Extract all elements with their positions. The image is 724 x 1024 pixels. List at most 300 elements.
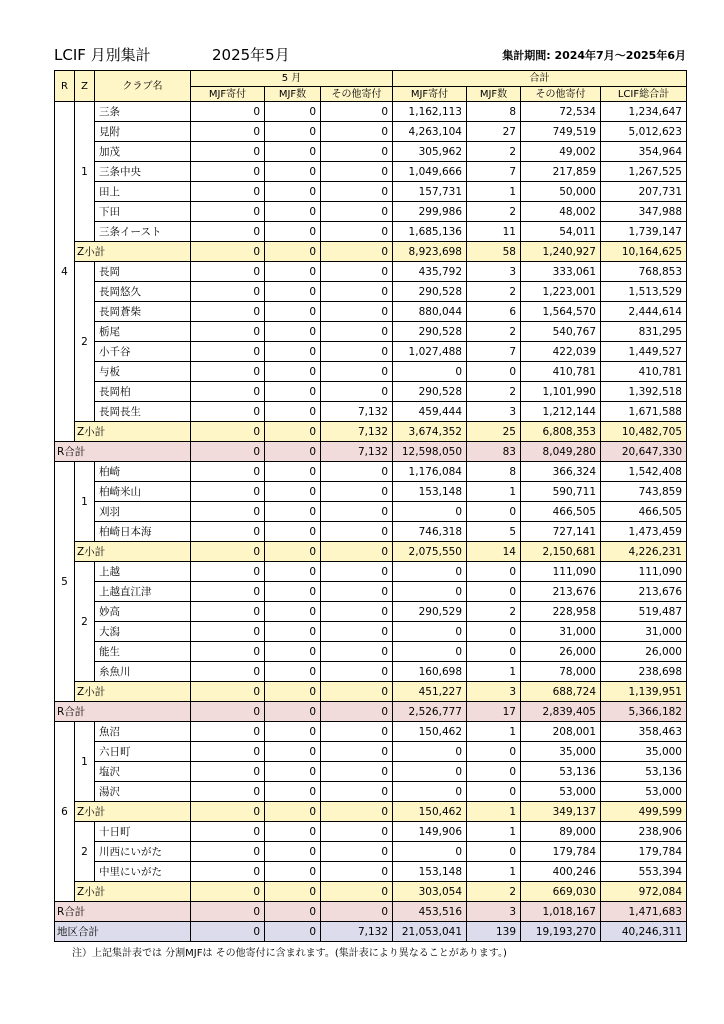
cell-t-cnt: 5 bbox=[467, 522, 521, 542]
table-row bbox=[55, 782, 687, 802]
club-name: 魚沼 bbox=[95, 722, 191, 742]
cell-t-mjf: 0 bbox=[393, 642, 467, 662]
cell-t-other: 540,767 bbox=[521, 322, 601, 342]
header-lcif-total: LCIF総合計 bbox=[601, 87, 687, 102]
cell-t-cnt: 8 bbox=[467, 462, 521, 482]
cell-m-other: 0 bbox=[321, 242, 393, 262]
club-name: 塩沢 bbox=[95, 762, 191, 782]
cell-m-mjf: 0 bbox=[191, 762, 265, 782]
cell-t-mjf: 160,698 bbox=[393, 662, 467, 682]
club-name: 六日町 bbox=[95, 742, 191, 762]
cell-t-cnt: 0 bbox=[467, 762, 521, 782]
cell-m-mjf: 0 bbox=[191, 562, 265, 582]
cell-t-other: 590,711 bbox=[521, 482, 601, 502]
table-row bbox=[55, 102, 687, 122]
zone-number: 2 bbox=[75, 822, 95, 882]
cell-t-mjf: 0 bbox=[393, 562, 467, 582]
cell-t-lcif: 5,366,182 bbox=[601, 702, 687, 722]
cell-m-other: 0 bbox=[321, 842, 393, 862]
cell-m-mjf: 0 bbox=[191, 882, 265, 902]
cell-t-cnt: 83 bbox=[467, 442, 521, 462]
cell-m-mjf: 0 bbox=[191, 402, 265, 422]
cell-m-mjf: 0 bbox=[191, 602, 265, 622]
cell-t-cnt: 0 bbox=[467, 582, 521, 602]
cell-m-other: 0 bbox=[321, 162, 393, 182]
cell-m-other: 0 bbox=[321, 382, 393, 402]
zone-number: 2 bbox=[75, 562, 95, 682]
cell-t-cnt: 2 bbox=[467, 382, 521, 402]
cell-m-other: 0 bbox=[321, 722, 393, 742]
club-name: 柏崎 bbox=[95, 462, 191, 482]
cell-m-other: 0 bbox=[321, 782, 393, 802]
zone-subtotal-row bbox=[55, 882, 687, 902]
cell-t-other: 78,000 bbox=[521, 662, 601, 682]
cell-m-cnt: 0 bbox=[265, 262, 321, 282]
cell-t-lcif: 179,784 bbox=[601, 842, 687, 862]
cell-t-other: 669,030 bbox=[521, 882, 601, 902]
cell-m-mjf: 0 bbox=[191, 262, 265, 282]
cell-t-cnt: 1 bbox=[467, 182, 521, 202]
cell-t-other: 366,324 bbox=[521, 462, 601, 482]
region-total-row bbox=[55, 902, 687, 922]
table-row bbox=[55, 862, 687, 882]
cell-m-other: 0 bbox=[321, 102, 393, 122]
cell-t-other: 111,090 bbox=[521, 562, 601, 582]
cell-t-other: 208,001 bbox=[521, 722, 601, 742]
cell-t-cnt: 1 bbox=[467, 482, 521, 502]
cell-m-other: 0 bbox=[321, 682, 393, 702]
cell-t-cnt: 1 bbox=[467, 662, 521, 682]
cell-t-other: 8,049,280 bbox=[521, 442, 601, 462]
cell-t-mjf: 303,054 bbox=[393, 882, 467, 902]
cell-t-mjf: 157,731 bbox=[393, 182, 467, 202]
cell-m-cnt: 0 bbox=[265, 682, 321, 702]
cell-t-lcif: 10,164,625 bbox=[601, 242, 687, 262]
cell-t-lcif: 26,000 bbox=[601, 642, 687, 662]
cell-t-mjf: 290,528 bbox=[393, 282, 467, 302]
cell-m-cnt: 0 bbox=[265, 642, 321, 662]
cell-t-cnt: 1 bbox=[467, 722, 521, 742]
cell-t-lcif: 35,000 bbox=[601, 742, 687, 762]
header-total-other: その他寄付 bbox=[521, 87, 601, 102]
table-row bbox=[55, 662, 687, 682]
cell-t-mjf: 453,516 bbox=[393, 902, 467, 922]
cell-m-other: 0 bbox=[321, 482, 393, 502]
cell-t-mjf: 435,792 bbox=[393, 262, 467, 282]
cell-t-mjf: 290,528 bbox=[393, 322, 467, 342]
cell-t-other: 349,137 bbox=[521, 802, 601, 822]
cell-t-lcif: 831,295 bbox=[601, 322, 687, 342]
cell-t-other: 2,150,681 bbox=[521, 542, 601, 562]
cell-t-mjf: 149,906 bbox=[393, 822, 467, 842]
cell-m-other: 0 bbox=[321, 302, 393, 322]
table-row bbox=[55, 162, 687, 182]
cell-m-cnt: 0 bbox=[265, 922, 321, 942]
cell-t-mjf: 0 bbox=[393, 742, 467, 762]
cell-t-cnt: 2 bbox=[467, 602, 521, 622]
cell-t-lcif: 466,505 bbox=[601, 502, 687, 522]
cell-m-cnt: 0 bbox=[265, 402, 321, 422]
cell-m-cnt: 0 bbox=[265, 862, 321, 882]
club-name: 長岡柏 bbox=[95, 382, 191, 402]
cell-t-mjf: 290,529 bbox=[393, 602, 467, 622]
cell-m-other: 0 bbox=[321, 802, 393, 822]
cell-m-other: 0 bbox=[321, 282, 393, 302]
cell-t-cnt: 7 bbox=[467, 162, 521, 182]
cell-t-cnt: 3 bbox=[467, 682, 521, 702]
cell-m-other: 0 bbox=[321, 222, 393, 242]
zone-subtotal-label: Z小計 bbox=[75, 422, 191, 442]
table-row bbox=[55, 322, 687, 342]
club-name: 湯沢 bbox=[95, 782, 191, 802]
cell-t-cnt: 0 bbox=[467, 622, 521, 642]
cell-m-cnt: 0 bbox=[265, 282, 321, 302]
table-row bbox=[55, 602, 687, 622]
cell-m-mjf: 0 bbox=[191, 702, 265, 722]
cell-m-cnt: 0 bbox=[265, 742, 321, 762]
cell-t-cnt: 2 bbox=[467, 142, 521, 162]
region-number: 4 bbox=[55, 102, 75, 442]
cell-t-other: 19,193,270 bbox=[521, 922, 601, 942]
cell-t-lcif: 1,542,408 bbox=[601, 462, 687, 482]
report-period: 集計期間: 2024年7月～2025年6月 bbox=[502, 49, 686, 62]
cell-t-other: 53,000 bbox=[521, 782, 601, 802]
club-name: 三条中央 bbox=[95, 162, 191, 182]
cell-t-mjf: 451,227 bbox=[393, 682, 467, 702]
cell-m-cnt: 0 bbox=[265, 602, 321, 622]
region-total-label: R合計 bbox=[55, 902, 191, 922]
club-name: 糸魚川 bbox=[95, 662, 191, 682]
club-name: 川西にいがた bbox=[95, 842, 191, 862]
cell-t-mjf: 1,176,084 bbox=[393, 462, 467, 482]
cell-m-other: 0 bbox=[321, 642, 393, 662]
club-name: 能生 bbox=[95, 642, 191, 662]
cell-m-cnt: 0 bbox=[265, 162, 321, 182]
cell-t-cnt: 11 bbox=[467, 222, 521, 242]
cell-m-cnt: 0 bbox=[265, 782, 321, 802]
region-total-label: R合計 bbox=[55, 702, 191, 722]
zone-number: 1 bbox=[75, 722, 95, 802]
cell-t-lcif: 238,698 bbox=[601, 662, 687, 682]
club-name: 栃尾 bbox=[95, 322, 191, 342]
cell-t-cnt: 6 bbox=[467, 302, 521, 322]
cell-t-mjf: 0 bbox=[393, 782, 467, 802]
table-row bbox=[55, 262, 687, 282]
cell-m-mjf: 0 bbox=[191, 782, 265, 802]
cell-t-cnt: 7 bbox=[467, 342, 521, 362]
table-row bbox=[55, 482, 687, 502]
region-total-row bbox=[55, 702, 687, 722]
cell-m-cnt: 0 bbox=[265, 222, 321, 242]
cell-t-lcif: 1,513,529 bbox=[601, 282, 687, 302]
cell-m-mjf: 0 bbox=[191, 462, 265, 482]
club-name: 妙高 bbox=[95, 602, 191, 622]
cell-t-other: 1,240,927 bbox=[521, 242, 601, 262]
cell-m-mjf: 0 bbox=[191, 902, 265, 922]
cell-t-lcif: 1,267,525 bbox=[601, 162, 687, 182]
club-name: 大潟 bbox=[95, 622, 191, 642]
cell-t-other: 727,141 bbox=[521, 522, 601, 542]
table-row bbox=[55, 222, 687, 242]
cell-m-cnt: 0 bbox=[265, 342, 321, 362]
club-name: 十日町 bbox=[95, 822, 191, 842]
cell-t-other: 1,223,001 bbox=[521, 282, 601, 302]
cell-t-other: 1,212,144 bbox=[521, 402, 601, 422]
cell-m-mjf: 0 bbox=[191, 142, 265, 162]
cell-t-lcif: 354,964 bbox=[601, 142, 687, 162]
zone-subtotal-label: Z小計 bbox=[75, 802, 191, 822]
cell-m-mjf: 0 bbox=[191, 242, 265, 262]
table-row bbox=[55, 502, 687, 522]
cell-t-cnt: 0 bbox=[467, 362, 521, 382]
cell-m-mjf: 0 bbox=[191, 382, 265, 402]
table-row bbox=[55, 522, 687, 542]
table-row bbox=[55, 402, 687, 422]
cell-t-lcif: 768,853 bbox=[601, 262, 687, 282]
cell-t-mjf: 305,962 bbox=[393, 142, 467, 162]
cell-t-other: 89,000 bbox=[521, 822, 601, 842]
region-total-label: R合計 bbox=[55, 442, 191, 462]
cell-m-other: 0 bbox=[321, 342, 393, 362]
cell-m-mjf: 0 bbox=[191, 442, 265, 462]
cell-m-other: 0 bbox=[321, 142, 393, 162]
cell-t-other: 422,039 bbox=[521, 342, 601, 362]
cell-t-cnt: 0 bbox=[467, 782, 521, 802]
cell-m-other: 0 bbox=[321, 662, 393, 682]
cell-m-other: 0 bbox=[321, 582, 393, 602]
table-row bbox=[55, 722, 687, 742]
region-number: 5 bbox=[55, 462, 75, 702]
cell-m-cnt: 0 bbox=[265, 482, 321, 502]
cell-m-mjf: 0 bbox=[191, 542, 265, 562]
cell-m-mjf: 0 bbox=[191, 122, 265, 142]
table-row bbox=[55, 182, 687, 202]
club-name: 加茂 bbox=[95, 142, 191, 162]
cell-t-other: 217,859 bbox=[521, 162, 601, 182]
cell-m-cnt: 0 bbox=[265, 702, 321, 722]
cell-t-other: 35,000 bbox=[521, 742, 601, 762]
header-month-mjf-amount: MJF寄付 bbox=[191, 87, 265, 102]
cell-m-mjf: 0 bbox=[191, 502, 265, 522]
cell-t-other: 749,519 bbox=[521, 122, 601, 142]
cell-t-lcif: 4,226,231 bbox=[601, 542, 687, 562]
table-row bbox=[55, 382, 687, 402]
zone-subtotal-label: Z小計 bbox=[75, 242, 191, 262]
cell-m-cnt: 0 bbox=[265, 802, 321, 822]
cell-m-other: 7,132 bbox=[321, 922, 393, 942]
cell-t-mjf: 1,027,488 bbox=[393, 342, 467, 362]
cell-m-mjf: 0 bbox=[191, 362, 265, 382]
cell-m-cnt: 0 bbox=[265, 382, 321, 402]
club-name: 長岡蒼柴 bbox=[95, 302, 191, 322]
cell-m-cnt: 0 bbox=[265, 182, 321, 202]
cell-m-other: 0 bbox=[321, 522, 393, 542]
cell-m-mjf: 0 bbox=[191, 622, 265, 642]
cell-m-other: 0 bbox=[321, 742, 393, 762]
report-title: LCIF 月別集計 bbox=[54, 46, 151, 64]
cell-m-cnt: 0 bbox=[265, 822, 321, 842]
club-name: 中里にいがた bbox=[95, 862, 191, 882]
cell-t-mjf: 150,462 bbox=[393, 802, 467, 822]
footnote: 注）上記集計表では 分割MJFは その他寄付に含まれます。(集計表により異なることがあります。) bbox=[72, 948, 507, 959]
cell-t-other: 54,011 bbox=[521, 222, 601, 242]
table-body bbox=[55, 102, 687, 942]
cell-t-lcif: 358,463 bbox=[601, 722, 687, 742]
cell-t-mjf: 0 bbox=[393, 582, 467, 602]
cell-m-mjf: 0 bbox=[191, 722, 265, 742]
cell-t-cnt: 1 bbox=[467, 862, 521, 882]
cell-t-cnt: 0 bbox=[467, 842, 521, 862]
cell-m-cnt: 0 bbox=[265, 762, 321, 782]
cell-t-lcif: 1,234,647 bbox=[601, 102, 687, 122]
report-header bbox=[54, 44, 686, 64]
cell-t-other: 49,002 bbox=[521, 142, 601, 162]
header-total-mjf-count: MJF数 bbox=[467, 87, 521, 102]
table-row bbox=[55, 582, 687, 602]
cell-m-mjf: 0 bbox=[191, 222, 265, 242]
cell-t-other: 53,136 bbox=[521, 762, 601, 782]
cell-t-mjf: 0 bbox=[393, 362, 467, 382]
cell-t-lcif: 111,090 bbox=[601, 562, 687, 582]
cell-t-cnt: 1 bbox=[467, 822, 521, 842]
cell-t-other: 466,505 bbox=[521, 502, 601, 522]
cell-m-mjf: 0 bbox=[191, 582, 265, 602]
table-row bbox=[55, 622, 687, 642]
cell-t-mjf: 2,075,550 bbox=[393, 542, 467, 562]
cell-t-cnt: 0 bbox=[467, 562, 521, 582]
table-row bbox=[55, 762, 687, 782]
club-name: 小千谷 bbox=[95, 342, 191, 362]
cell-m-other: 0 bbox=[321, 862, 393, 882]
cell-t-mjf: 153,148 bbox=[393, 862, 467, 882]
zone-subtotal-label: Z小計 bbox=[75, 882, 191, 902]
table-row bbox=[55, 642, 687, 662]
cell-m-mjf: 0 bbox=[191, 662, 265, 682]
table-row bbox=[55, 462, 687, 482]
cell-t-lcif: 743,859 bbox=[601, 482, 687, 502]
cell-m-mjf: 0 bbox=[191, 182, 265, 202]
cell-m-mjf: 0 bbox=[191, 302, 265, 322]
cell-m-mjf: 0 bbox=[191, 102, 265, 122]
club-name: 見附 bbox=[95, 122, 191, 142]
cell-m-cnt: 0 bbox=[265, 622, 321, 642]
cell-t-mjf: 12,598,050 bbox=[393, 442, 467, 462]
cell-t-lcif: 20,647,330 bbox=[601, 442, 687, 462]
district-total-label: 地区合計 bbox=[55, 922, 191, 942]
table-row bbox=[55, 342, 687, 362]
cell-t-other: 1,101,990 bbox=[521, 382, 601, 402]
zone-number: 1 bbox=[75, 462, 95, 542]
table-row bbox=[55, 122, 687, 142]
zone-subtotal-row bbox=[55, 542, 687, 562]
cell-t-lcif: 10,482,705 bbox=[601, 422, 687, 442]
cell-m-cnt: 0 bbox=[265, 202, 321, 222]
cell-t-cnt: 0 bbox=[467, 502, 521, 522]
cell-m-other: 7,132 bbox=[321, 402, 393, 422]
cell-m-mjf: 0 bbox=[191, 642, 265, 662]
cell-t-other: 410,781 bbox=[521, 362, 601, 382]
cell-t-other: 333,061 bbox=[521, 262, 601, 282]
cell-m-other: 7,132 bbox=[321, 422, 393, 442]
cell-m-cnt: 0 bbox=[265, 562, 321, 582]
club-name: 三条 bbox=[95, 102, 191, 122]
cell-t-cnt: 17 bbox=[467, 702, 521, 722]
cell-m-mjf: 0 bbox=[191, 842, 265, 862]
cell-m-other: 0 bbox=[321, 362, 393, 382]
region-total-row bbox=[55, 442, 687, 462]
cell-m-cnt: 0 bbox=[265, 582, 321, 602]
cell-t-mjf: 153,148 bbox=[393, 482, 467, 502]
cell-m-cnt: 0 bbox=[265, 242, 321, 262]
cell-m-other: 0 bbox=[321, 122, 393, 142]
cell-t-cnt: 8 bbox=[467, 102, 521, 122]
zone-number: 2 bbox=[75, 262, 95, 422]
cell-t-cnt: 25 bbox=[467, 422, 521, 442]
club-name: 長岡長生 bbox=[95, 402, 191, 422]
cell-m-other: 0 bbox=[321, 542, 393, 562]
table-row bbox=[55, 142, 687, 162]
cell-t-cnt: 2 bbox=[467, 882, 521, 902]
club-name: 下田 bbox=[95, 202, 191, 222]
region-number: 6 bbox=[55, 722, 75, 902]
cell-m-cnt: 0 bbox=[265, 102, 321, 122]
zone-number: 1 bbox=[75, 102, 95, 242]
cell-m-mjf: 0 bbox=[191, 742, 265, 762]
cell-t-cnt: 27 bbox=[467, 122, 521, 142]
zone-subtotal-label: Z小計 bbox=[75, 542, 191, 562]
cell-t-other: 31,000 bbox=[521, 622, 601, 642]
cell-t-mjf: 1,685,136 bbox=[393, 222, 467, 242]
cell-t-other: 72,534 bbox=[521, 102, 601, 122]
cell-m-other: 0 bbox=[321, 762, 393, 782]
cell-m-cnt: 0 bbox=[265, 442, 321, 462]
header-month-group: 5 月 bbox=[191, 71, 393, 87]
cell-t-other: 228,958 bbox=[521, 602, 601, 622]
zone-subtotal-row bbox=[55, 682, 687, 702]
cell-t-lcif: 40,246,311 bbox=[601, 922, 687, 942]
cell-m-mjf: 0 bbox=[191, 922, 265, 942]
club-name: 三条イースト bbox=[95, 222, 191, 242]
cell-t-other: 213,676 bbox=[521, 582, 601, 602]
cell-m-other: 0 bbox=[321, 322, 393, 342]
cell-m-cnt: 0 bbox=[265, 122, 321, 142]
cell-t-lcif: 1,473,459 bbox=[601, 522, 687, 542]
cell-m-cnt: 0 bbox=[265, 882, 321, 902]
cell-t-cnt: 14 bbox=[467, 542, 521, 562]
cell-t-mjf: 3,674,352 bbox=[393, 422, 467, 442]
report-month: 2025年5月 bbox=[212, 46, 290, 64]
club-name: 田上 bbox=[95, 182, 191, 202]
cell-m-cnt: 0 bbox=[265, 322, 321, 342]
table-row bbox=[55, 202, 687, 222]
cell-t-lcif: 2,444,614 bbox=[601, 302, 687, 322]
cell-t-cnt: 1 bbox=[467, 802, 521, 822]
table-row bbox=[55, 302, 687, 322]
cell-t-lcif: 1,739,147 bbox=[601, 222, 687, 242]
club-name: 上越 bbox=[95, 562, 191, 582]
cell-m-other: 0 bbox=[321, 562, 393, 582]
cell-t-mjf: 880,044 bbox=[393, 302, 467, 322]
club-name: 与板 bbox=[95, 362, 191, 382]
cell-t-lcif: 347,988 bbox=[601, 202, 687, 222]
cell-m-mjf: 0 bbox=[191, 422, 265, 442]
cell-m-other: 0 bbox=[321, 262, 393, 282]
cell-m-other: 0 bbox=[321, 822, 393, 842]
cell-m-mjf: 0 bbox=[191, 862, 265, 882]
cell-t-mjf: 21,053,041 bbox=[393, 922, 467, 942]
cell-t-cnt: 2 bbox=[467, 202, 521, 222]
cell-t-other: 688,724 bbox=[521, 682, 601, 702]
